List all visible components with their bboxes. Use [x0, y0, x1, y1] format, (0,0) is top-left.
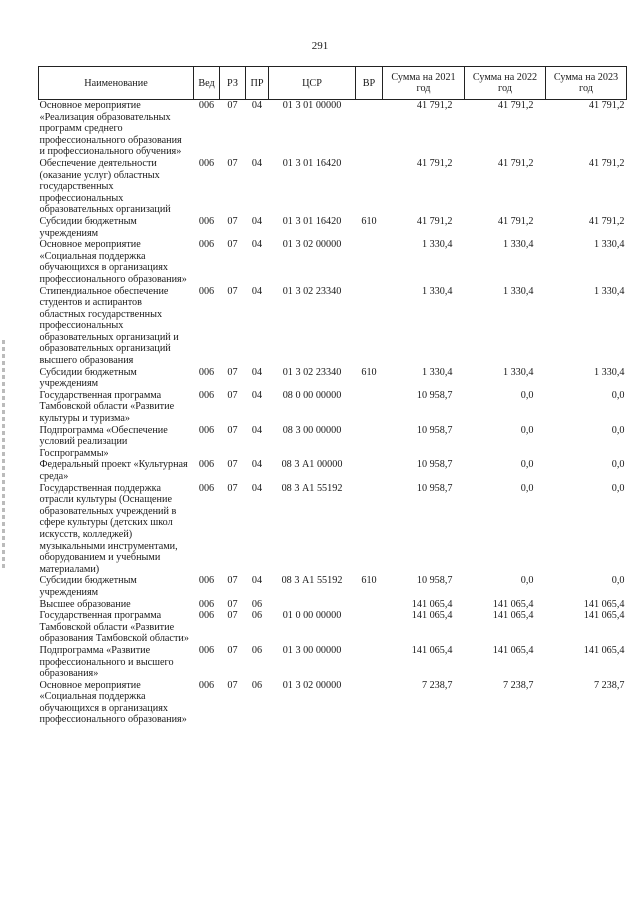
- table-row: [39, 575, 627, 598]
- row-rz: 07: [227, 389, 238, 401]
- row-ved: 006: [198, 598, 215, 610]
- row-ved: 006: [198, 482, 215, 494]
- table-row: [39, 216, 627, 239]
- row-pr: 04: [251, 239, 263, 251]
- row-pr: 06: [251, 679, 263, 691]
- row-sum-2022: 1 330,4: [502, 366, 534, 378]
- row-sum-2023: 0,0: [611, 459, 625, 471]
- row-ved: 006: [198, 610, 215, 622]
- row-sum-2022: 0,0: [520, 482, 534, 494]
- row-csr: 01 3 01 16420: [282, 157, 342, 169]
- row-sum-2021: 141 065,4: [411, 610, 453, 622]
- row-rz: 07: [227, 644, 238, 656]
- row-sum-2022: 141 065,4: [492, 610, 534, 622]
- row-sum-2022: 0,0: [520, 575, 534, 587]
- row-vr: [356, 459, 383, 482]
- row-vr: 610: [361, 215, 377, 227]
- table-row: [39, 158, 627, 216]
- table-row: [39, 680, 627, 726]
- row-csr: 01 3 01 00000: [282, 100, 342, 111]
- row-sum-2023: 1 330,4: [593, 285, 625, 297]
- row-sum-2022: 1 330,4: [502, 239, 534, 251]
- row-pr: 04: [251, 157, 263, 169]
- row-sum-2023: 7 238,7: [593, 679, 625, 691]
- header-ved: Вед: [194, 67, 220, 100]
- row-sum-2021: 141 065,4: [411, 598, 453, 610]
- row-vr: [356, 239, 383, 285]
- row-name: Подпрограмма «Обеспечение условий реализации Госпрограммы»: [39, 424, 168, 459]
- row-pr: 04: [251, 459, 263, 471]
- row-name: Субсидии бюджетным учреждениям: [39, 366, 137, 390]
- row-csr: 08 3 А1 55192: [281, 482, 343, 494]
- header-sum-2021: Сумма на 2021 год: [383, 67, 465, 100]
- row-pr: 04: [251, 424, 263, 436]
- row-sum-2023: 0,0: [611, 389, 625, 401]
- row-ved: 006: [198, 100, 215, 111]
- row-sum-2022: 0,0: [520, 389, 534, 401]
- row-sum-2021: 10 958,7: [416, 424, 453, 436]
- row-vr: [356, 286, 383, 367]
- row-sum-2021: 41 791,2: [416, 100, 453, 111]
- row-csr: 01 3 01 16420: [282, 215, 342, 227]
- row-rz: 07: [227, 575, 238, 587]
- row-sum-2021: 41 791,2: [416, 215, 453, 227]
- header-pr: ПР: [246, 67, 269, 100]
- row-csr: 08 0 00 00000: [282, 389, 342, 401]
- row-csr: 08 3 А1 00000: [281, 459, 343, 471]
- row-vr: [356, 483, 383, 576]
- header-vr: ВР: [356, 67, 383, 100]
- row-name: Основное мероприятие «Реализация образовательных программ среднего профессионального образования и профессионального обучения»: [39, 100, 182, 158]
- table-row: [39, 610, 627, 645]
- table-row: [39, 286, 627, 367]
- row-sum-2022: 7 238,7: [502, 679, 534, 691]
- row-sum-2023: 141 065,4: [583, 644, 625, 656]
- row-ved: 006: [198, 239, 215, 251]
- row-vr: [356, 645, 383, 680]
- row-vr: 610: [361, 575, 377, 587]
- row-csr: 08 3 00 00000: [282, 424, 342, 436]
- row-sum-2022: 41 791,2: [497, 100, 534, 111]
- row-name: Субсидии бюджетным учреждениям: [39, 575, 137, 598]
- row-csr: 01 3 02 23340: [282, 366, 342, 378]
- row-rz: 07: [227, 424, 238, 436]
- row-pr: 04: [251, 575, 263, 587]
- row-csr: 08 3 А1 55192: [281, 575, 343, 587]
- row-sum-2021: 141 065,4: [411, 644, 453, 656]
- row-name: Федеральный проект «Культурная среда»: [39, 459, 188, 482]
- row-sum-2023: 0,0: [611, 575, 625, 587]
- row-vr: [356, 680, 383, 726]
- table-row: [39, 100, 627, 158]
- row-sum-2021: 1 330,4: [421, 366, 453, 378]
- row-name: Государственная программа Тамбовской области «Развитие образования Тамбовской области»: [39, 610, 189, 645]
- row-csr: 01 0 00 00000: [282, 610, 342, 622]
- row-rz: 07: [227, 459, 238, 471]
- row-sum-2021: 10 958,7: [416, 459, 453, 471]
- budget-table: [38, 66, 627, 726]
- row-vr: [356, 100, 383, 158]
- row-sum-2023: 0,0: [611, 424, 625, 436]
- row-pr: 06: [251, 610, 263, 622]
- row-sum-2023: 1 330,4: [593, 366, 625, 378]
- row-sum-2022: 41 791,2: [497, 215, 534, 227]
- row-rz: 07: [227, 215, 238, 227]
- row-pr: 04: [251, 215, 263, 227]
- row-ved: 006: [198, 389, 215, 401]
- row-csr: 01 3 02 23340: [282, 285, 342, 297]
- row-vr: [356, 425, 383, 460]
- row-sum-2023: 41 791,2: [588, 215, 625, 227]
- row-name: Стипендиальное обеспечение студентов и аспирантов областных государственных профессиональных образовательных организаций и образовательных организаций высшего образования: [39, 285, 179, 367]
- row-pr: 04: [251, 285, 263, 297]
- header-sum-2022: Сумма на 2022 год: [465, 67, 546, 100]
- row-name: Высшее образование: [39, 598, 131, 610]
- row-sum-2023: 141 065,4: [583, 598, 625, 610]
- row-pr: 04: [251, 100, 263, 111]
- row-csr: 01 3 02 00000: [282, 679, 342, 691]
- row-sum-2022: 41 791,2: [497, 157, 534, 169]
- table-body: [39, 100, 627, 727]
- row-ved: 006: [198, 644, 215, 656]
- row-sum-2022: 141 065,4: [492, 598, 534, 610]
- row-pr: 06: [251, 598, 263, 610]
- row-name: Основное мероприятие «Социальная поддержка обучающихся в организациях профессионального образования»: [39, 679, 187, 726]
- row-sum-2023: 141 065,4: [583, 610, 625, 622]
- header-rz: РЗ: [220, 67, 246, 100]
- header-csr: ЦСР: [269, 67, 356, 100]
- row-name: Обеспечение деятельности (оказание услуг) областных государственных профессиональных образовательных организаций: [39, 157, 171, 216]
- row-sum-2023: 41 791,2: [588, 100, 625, 111]
- row-sum-2022: 1 330,4: [502, 285, 534, 297]
- row-pr: 04: [251, 482, 263, 494]
- row-vr: 610: [361, 366, 377, 378]
- row-sum-2022: 141 065,4: [492, 644, 534, 656]
- row-vr: [356, 599, 383, 611]
- table-row: [39, 425, 627, 460]
- row-pr: 06: [251, 644, 263, 656]
- table-row: [39, 390, 627, 425]
- row-ved: 006: [198, 679, 215, 691]
- row-rz: 07: [227, 482, 238, 494]
- row-vr: [356, 610, 383, 645]
- row-rz: 07: [227, 366, 238, 378]
- row-ved: 006: [198, 459, 215, 471]
- row-name: Государственная поддержка отрасли культуры (Оснащение образовательных учреждений в сфере культуры (детских школ искусств, колледжей) музыкальными инструментами, оборудованием и учебными материалами): [39, 482, 178, 575]
- row-sum-2022: 0,0: [520, 424, 534, 436]
- row-sum-2023: 41 791,2: [588, 157, 625, 169]
- row-ved: 006: [198, 366, 215, 378]
- header-name: Наименование: [39, 67, 194, 100]
- table-header-row: [39, 67, 627, 100]
- page-number: 291: [311, 40, 329, 52]
- row-rz: 07: [227, 285, 238, 297]
- row-csr: 01 3 02 00000: [282, 239, 342, 251]
- row-name: Основное мероприятие «Социальная поддержка обучающихся в организациях профессионального образования»: [39, 239, 187, 285]
- row-sum-2021: 1 330,4: [421, 239, 453, 251]
- row-name: Подпрограмма «Развитие профессионального и высшего образования»: [39, 644, 174, 680]
- row-vr: [356, 390, 383, 425]
- table-row: [39, 645, 627, 680]
- row-csr: [269, 599, 356, 611]
- row-ved: 006: [198, 157, 215, 169]
- row-sum-2023: 1 330,4: [593, 239, 625, 251]
- row-ved: 006: [198, 575, 215, 587]
- row-sum-2021: 7 238,7: [421, 679, 453, 691]
- row-csr: 01 3 00 00000: [282, 644, 342, 656]
- row-sum-2021: 10 958,7: [416, 575, 453, 587]
- scan-edge-mark: [2, 340, 5, 570]
- header-sum-2023: Сумма на 2023 год: [546, 67, 627, 100]
- row-sum-2022: 0,0: [520, 459, 534, 471]
- row-ved: 006: [198, 424, 215, 436]
- row-pr: 04: [251, 389, 263, 401]
- table-row: [39, 483, 627, 576]
- row-name: Государственная программа Тамбовской области «Развитие культуры и туризма»: [39, 389, 175, 425]
- table-row: [39, 367, 627, 390]
- table-row: [39, 239, 627, 285]
- row-ved: 006: [198, 215, 215, 227]
- row-rz: 07: [227, 157, 238, 169]
- table-row: [39, 599, 627, 611]
- row-rz: 07: [227, 239, 238, 251]
- row-ved: 006: [198, 285, 215, 297]
- row-rz: 07: [227, 598, 238, 610]
- row-rz: 07: [227, 679, 238, 691]
- row-sum-2021: 41 791,2: [416, 157, 453, 169]
- row-name: Субсидии бюджетным учреждениям: [39, 215, 137, 239]
- row-sum-2023: 0,0: [611, 482, 625, 494]
- table-row: [39, 459, 627, 482]
- row-sum-2021: 1 330,4: [421, 285, 453, 297]
- row-pr: 04: [251, 366, 263, 378]
- row-rz: 07: [227, 610, 238, 622]
- row-sum-2021: 10 958,7: [416, 389, 453, 401]
- row-sum-2021: 10 958,7: [416, 482, 453, 494]
- row-vr: [356, 158, 383, 216]
- row-rz: 07: [227, 100, 238, 111]
